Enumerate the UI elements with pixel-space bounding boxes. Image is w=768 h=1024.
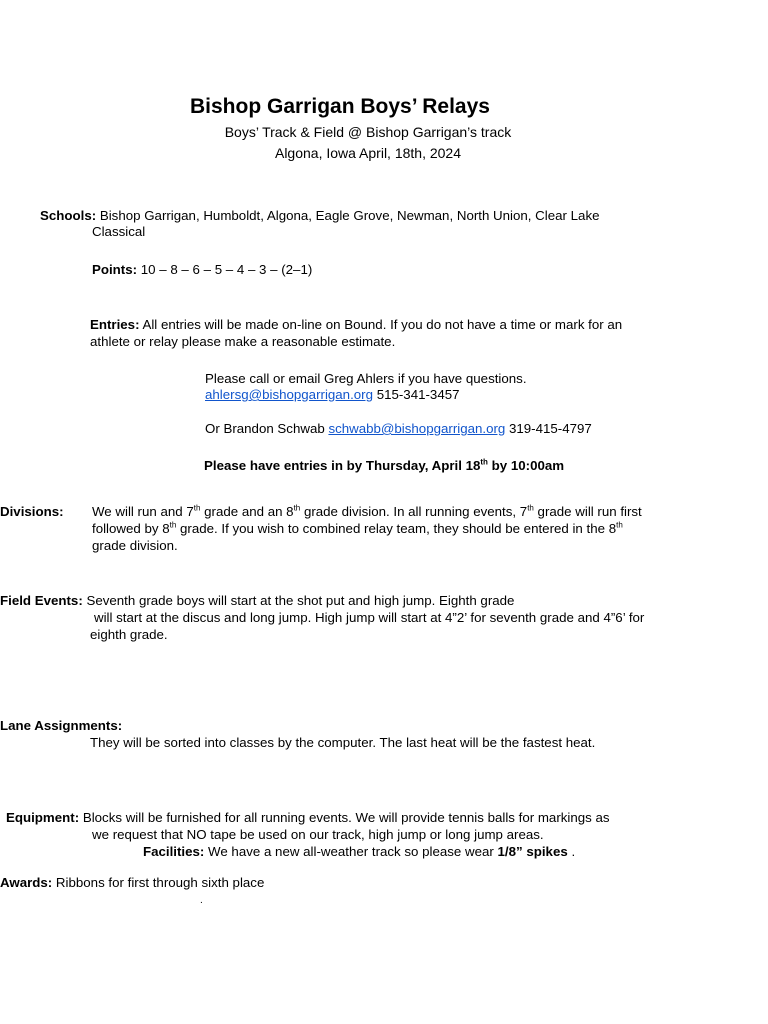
points-line — [92, 261, 312, 278]
trailing-mark: . — [200, 895, 203, 906]
divisions-label: Divisions: — [0, 504, 64, 519]
sup-th: th — [169, 520, 177, 530]
awards-text: Ribbons for first through sixth place — [52, 875, 265, 890]
divisions-text: followed by 8 — [92, 521, 170, 536]
contact-line-1: Please call or email Greg Ahlers if you have questions. — [205, 371, 527, 386]
sup-th: th — [527, 503, 534, 513]
facilities-end: . — [567, 844, 576, 859]
sup-th: th — [293, 503, 301, 513]
field-events-line-2: will start at the discus and long jump. High jump will start at 4”2’ for seventh grade and 4”6’ for — [94, 610, 645, 625]
equipment-label: Equipment: — [6, 810, 80, 825]
email-link-schwab[interactable]: schwabb@bishopgarrigan.org — [328, 421, 506, 436]
subtitle-line-2: Algona, Iowa April, 18th, 2024 — [274, 145, 462, 161]
equipment-text: Blocks will be furnished for all running events. We will provide tennis balls for markings as — [79, 810, 610, 825]
divisions-line-1 — [92, 503, 642, 520]
divisions-text: grade. If you wish to combined relay team, they should be entered in the 8 — [176, 521, 617, 536]
field-events-line-3: eighth grade. — [90, 627, 168, 642]
points-text: 10 – 8 – 6 – 5 – 4 – 3 – (2–1) — [140, 262, 313, 277]
divisions-text: grade and an 8 — [200, 504, 294, 519]
schools-line-1 — [40, 207, 600, 224]
divisions-line-2 — [92, 520, 623, 537]
points-label: Points: — [92, 262, 138, 277]
divisions-text: grade division. In all running events, 7 — [300, 504, 528, 519]
schools-label: Schools: — [40, 208, 97, 223]
schools-line-2: Classical — [92, 224, 146, 239]
entries-line-1 — [90, 316, 622, 333]
entries-text: All entries will be made on-line on Bound. If you do not have a time or mark for an — [142, 317, 623, 332]
subtitle-line-1: Boys’ Track & Field @ Bishop Garrigan’s track — [224, 124, 512, 140]
schools-text: Bishop Garrigan, Humboldt, Algona, Eagle Grove, Newman, North Union, Clear Lake — [99, 208, 600, 223]
facilities-label: Facilities: — [143, 844, 205, 859]
lane-assignments-label: Lane Assignments: — [0, 718, 123, 733]
equipment-line-2: we request that NO tape be used on our track, high jump or long jump areas. — [92, 827, 544, 842]
field-events-text: Seventh grade boys will start at the shot put and high jump. Eighth grade — [82, 593, 515, 608]
entries-line-2: athlete or relay please make a reasonable estimate. — [90, 334, 396, 349]
facilities-line — [143, 843, 575, 860]
sup-th: th — [193, 503, 201, 513]
facilities-text: We have a new all-weather track so please wear — [204, 844, 498, 859]
field-events-line-1 — [0, 592, 514, 609]
divisions-text: We will run and 7 — [92, 504, 194, 519]
sup-th: th — [616, 520, 623, 530]
divisions-text: grade will run first — [533, 504, 642, 519]
email-link-ahlers[interactable]: ahlersg@bishopgarrigan.org — [205, 387, 373, 402]
deadline-part-1: Please have entries in by Thursday, April 18 — [204, 458, 481, 473]
awards-label: Awards: — [0, 875, 53, 890]
page-title: Bishop Garrigan Boys’ Relays — [190, 95, 490, 118]
contact-line-2 — [205, 386, 460, 403]
facilities-spikes: 1/8” spikes — [497, 844, 568, 859]
phone-ahlers: 515-341-3457 — [373, 387, 460, 402]
contact-line-3 — [205, 420, 592, 437]
field-events-label: Field Events: — [0, 593, 83, 608]
deadline-part-2: by 10:00am — [487, 458, 565, 473]
contact-prefix-schwab: Or Brandon Schwab — [205, 421, 329, 436]
phone-schwab: 319-415-4797 — [505, 421, 592, 436]
deadline-sup: th — [480, 457, 488, 467]
awards-line — [0, 874, 264, 891]
deadline-line — [204, 457, 564, 474]
entries-label: Entries: — [90, 317, 140, 332]
equipment-line-1 — [6, 809, 610, 826]
divisions-line-3: grade division. — [92, 538, 178, 553]
lane-assignments-text: They will be sorted into classes by the computer. The last heat will be the fastest heat. — [90, 735, 596, 750]
